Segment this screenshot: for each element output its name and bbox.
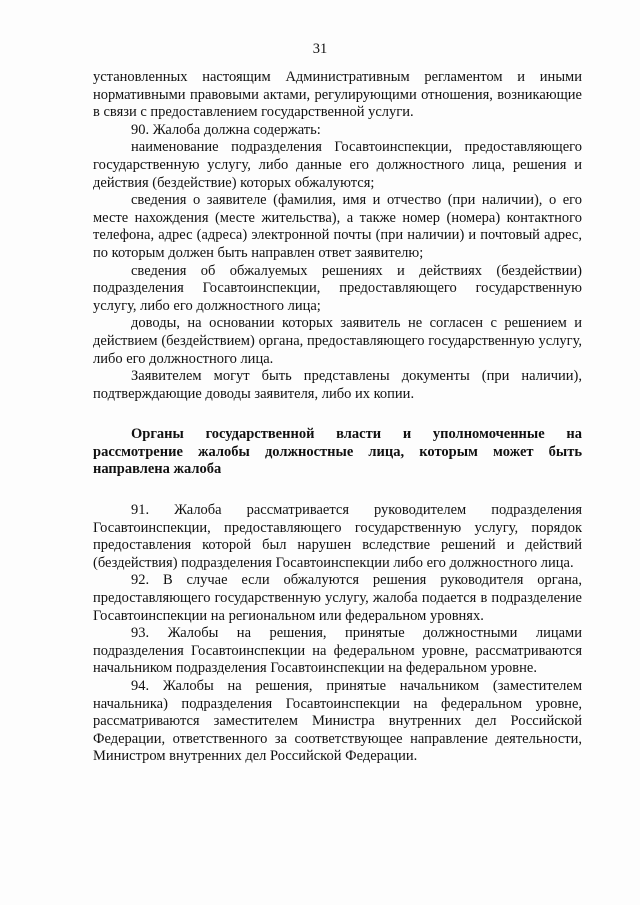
paragraph: доводы, на основании которых заявитель не согласен с решением и действием (бездействием) органа, предоставляющего государственную услугу, либо его должностного лица.	[93, 315, 582, 367]
page-number: 31	[312, 41, 328, 57]
paragraph: 93. Жалобы на решения, принятые должностными лицами подразделения Госавтоинспекции на федеральном уровне, рассматриваются начальником подразделения Госавтоинспекции на федеральном уровне.	[93, 625, 582, 677]
document-body	[93, 69, 582, 766]
paragraph: 90. Жалоба должна содержать:	[131, 121, 321, 138]
paragraph: сведения об обжалуемых решениях и действиях (бездействии) подразделения Госавтоинспекции, предоставляющего государственную услугу, либо его должностного лица;	[93, 262, 582, 314]
paragraph: наименование подразделения Госавтоинспекции, предоставляющего государственную услугу, либо данные его должностного лица, решения и действия (бездействие) которых обжалуются;	[93, 139, 582, 191]
paragraph: установленных настоящим Административным регламентом и иными нормативными правовыми актами, регулирующими отношения, возникающие в связи с предоставлением государственной услуги.	[93, 69, 582, 121]
paragraph: Заявителем могут быть представлены документы (при наличии), подтверждающие доводы заявителя, либо их копии.	[93, 368, 582, 402]
paragraph: 92. В случае если обжалуются решения руководителя органа, предоставляющего государственную услугу, жалоба подается в подразделение Госавтоинспекции на региональном или федеральном уровнях.	[93, 572, 582, 624]
paragraph: 91. Жалоба рассматривается руководителем подразделения Госавтоинспекции, предоставляющего государственную услугу, порядок предоставления которой был нарушен вследствие решений и действий (бездействия) подразделения Госавтоинспекции либо его должностного лица.	[93, 502, 582, 571]
paragraph: сведения о заявителе (фамилия, имя и отчество (при наличии), о его месте нахождения (месте жительства), а также номер (номера) контактного телефона, адрес (адреса) электронной почты (при наличии) и почтовый адрес, по которым должен быть направлен ответ заявителю;	[93, 192, 582, 261]
section-heading: Органы государственной власти и уполномоченные на рассмотрение жалобы должностные лица, которым может быть направлена жалоба	[93, 426, 582, 478]
paragraph: 94. Жалобы на решения, принятые начальником (заместителем начальника) подразделения Госавтоинспекции на федеральном уровне, рассматриваются заместителем Министра внутренних дел Российской Федерации, ответственного за соответствующее направление деятельности, Министром внутренних дел Российской Федерации.	[93, 678, 582, 765]
